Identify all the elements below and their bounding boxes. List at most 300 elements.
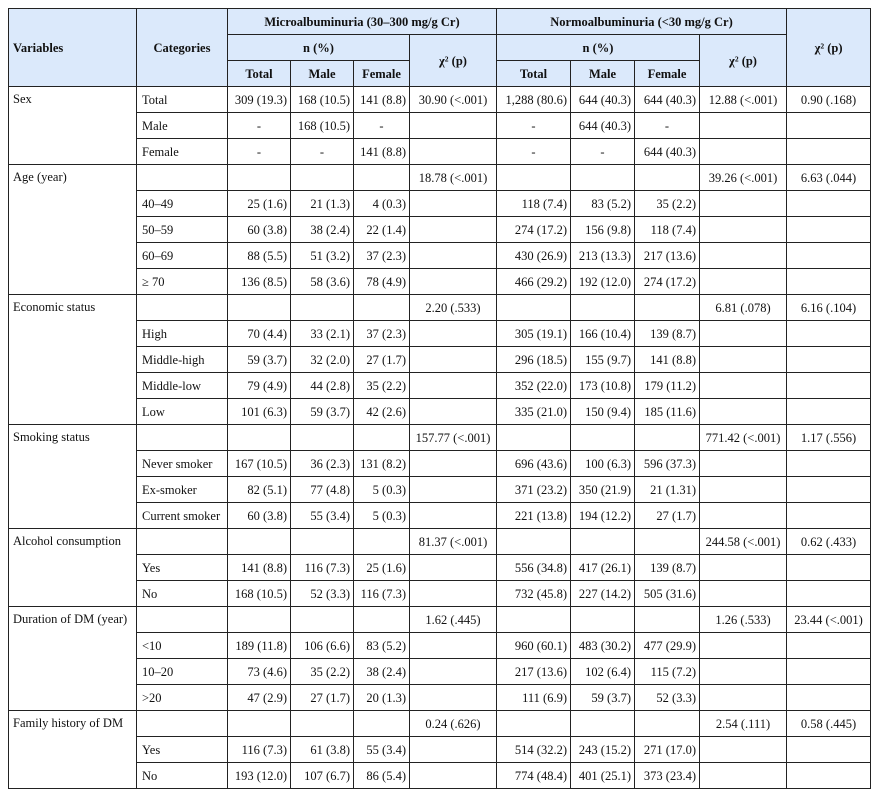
normo-male-cell	[571, 529, 635, 555]
normo-chi-cell	[700, 659, 787, 685]
micro-total-cell: 167 (10.5)	[228, 451, 291, 477]
normo-total-cell: -	[497, 139, 571, 165]
normo-total-cell: 556 (34.8)	[497, 555, 571, 581]
micro-chi-cell	[410, 113, 497, 139]
micro-male-cell: 38 (2.4)	[291, 217, 354, 243]
normo-total-cell: 217 (13.6)	[497, 659, 571, 685]
micro-female-cell: 131 (8.2)	[354, 451, 410, 477]
normo-female-cell: -	[635, 113, 700, 139]
normo-female-cell: 505 (31.6)	[635, 581, 700, 607]
micro-male-cell: 116 (7.3)	[291, 555, 354, 581]
category-cell: Middle-high	[137, 347, 228, 373]
normo-male-cell: 192 (12.0)	[571, 269, 635, 295]
normo-male-cell: 644 (40.3)	[571, 87, 635, 113]
header-micro-chi: χ² (p)	[410, 35, 497, 87]
micro-chi-cell: 18.78 (<.001)	[410, 165, 497, 191]
category-cell: No	[137, 581, 228, 607]
micro-male-cell: 58 (3.6)	[291, 269, 354, 295]
micro-female-cell: 141 (8.8)	[354, 139, 410, 165]
table-row	[9, 165, 871, 191]
micro-chi-cell: 0.24 (.626)	[410, 711, 497, 737]
normo-female-cell: 271 (17.0)	[635, 737, 700, 763]
overall-chi-cell	[787, 633, 871, 659]
micro-total-cell: 88 (5.5)	[228, 243, 291, 269]
normo-female-cell: 35 (2.2)	[635, 191, 700, 217]
overall-chi-cell	[787, 737, 871, 763]
normo-male-cell: 227 (14.2)	[571, 581, 635, 607]
micro-female-cell	[354, 529, 410, 555]
micro-chi-cell	[410, 243, 497, 269]
micro-total-cell	[228, 165, 291, 191]
micro-chi-cell: 2.20 (.533)	[410, 295, 497, 321]
category-cell	[137, 165, 228, 191]
micro-female-cell: 35 (2.2)	[354, 373, 410, 399]
normo-male-cell: 150 (9.4)	[571, 399, 635, 425]
normo-male-cell: 166 (10.4)	[571, 321, 635, 347]
normo-chi-cell	[700, 581, 787, 607]
micro-total-cell: 82 (5.1)	[228, 477, 291, 503]
micro-male-cell: 52 (3.3)	[291, 581, 354, 607]
overall-chi-cell	[787, 555, 871, 581]
category-cell: ≥ 70	[137, 269, 228, 295]
normo-total-cell	[497, 529, 571, 555]
normo-female-cell: 141 (8.8)	[635, 347, 700, 373]
normo-female-cell: 27 (1.7)	[635, 503, 700, 529]
category-cell: 50–59	[137, 217, 228, 243]
category-cell: 40–49	[137, 191, 228, 217]
table-row	[9, 503, 871, 529]
normo-female-cell	[635, 607, 700, 633]
table-row	[9, 113, 871, 139]
normo-female-cell: 373 (23.4)	[635, 763, 700, 789]
normo-male-cell: 644 (40.3)	[571, 113, 635, 139]
micro-total-cell: 73 (4.6)	[228, 659, 291, 685]
normo-female-cell: 644 (40.3)	[635, 87, 700, 113]
micro-total-cell: 70 (4.4)	[228, 321, 291, 347]
data-table	[8, 8, 871, 789]
variable-cell: Duration of DM (year)	[9, 607, 137, 711]
normo-chi-cell	[700, 685, 787, 711]
category-cell: Never smoker	[137, 451, 228, 477]
micro-male-cell: 168 (10.5)	[291, 113, 354, 139]
normo-chi-cell	[700, 139, 787, 165]
overall-chi-cell	[787, 763, 871, 789]
variable-cell: Age (year)	[9, 165, 137, 295]
table-row	[9, 633, 871, 659]
overall-chi-cell	[787, 477, 871, 503]
micro-male-cell: -	[291, 139, 354, 165]
overall-chi-cell	[787, 217, 871, 243]
micro-male-cell: 51 (3.2)	[291, 243, 354, 269]
micro-female-cell: 42 (2.6)	[354, 399, 410, 425]
category-cell: No	[137, 763, 228, 789]
normo-male-cell: 156 (9.8)	[571, 217, 635, 243]
normo-total-cell: 111 (6.9)	[497, 685, 571, 711]
table-row	[9, 347, 871, 373]
overall-chi-cell	[787, 321, 871, 347]
table-row	[9, 477, 871, 503]
normo-total-cell: 371 (23.2)	[497, 477, 571, 503]
normo-total-cell	[497, 607, 571, 633]
overall-chi-cell: 0.62 (.433)	[787, 529, 871, 555]
micro-chi-cell	[410, 373, 497, 399]
normo-male-cell: 100 (6.3)	[571, 451, 635, 477]
micro-female-cell: 86 (5.4)	[354, 763, 410, 789]
normo-chi-cell	[700, 321, 787, 347]
micro-total-cell	[228, 425, 291, 451]
table-row	[9, 737, 871, 763]
micro-male-cell	[291, 165, 354, 191]
micro-male-cell	[291, 529, 354, 555]
micro-female-cell: 37 (2.3)	[354, 243, 410, 269]
micro-male-cell	[291, 711, 354, 737]
normo-female-cell: 139 (8.7)	[635, 321, 700, 347]
micro-female-cell	[354, 425, 410, 451]
normo-male-cell: 483 (30.2)	[571, 633, 635, 659]
micro-chi-cell	[410, 659, 497, 685]
micro-chi-cell: 30.90 (<.001)	[410, 87, 497, 113]
micro-male-cell: 44 (2.8)	[291, 373, 354, 399]
micro-female-cell: 83 (5.2)	[354, 633, 410, 659]
normo-chi-cell	[700, 373, 787, 399]
micro-male-cell: 59 (3.7)	[291, 399, 354, 425]
micro-total-cell: -	[228, 139, 291, 165]
normo-female-cell	[635, 529, 700, 555]
normo-total-cell: 274 (17.2)	[497, 217, 571, 243]
micro-male-cell: 107 (6.7)	[291, 763, 354, 789]
overall-chi-cell: 1.17 (.556)	[787, 425, 871, 451]
normo-chi-cell	[700, 399, 787, 425]
normo-male-cell: 83 (5.2)	[571, 191, 635, 217]
table-row	[9, 659, 871, 685]
normo-male-cell	[571, 711, 635, 737]
category-cell: 10–20	[137, 659, 228, 685]
overall-chi-cell	[787, 685, 871, 711]
normo-male-cell: 59 (3.7)	[571, 685, 635, 711]
normo-total-cell: 305 (19.1)	[497, 321, 571, 347]
micro-chi-cell	[410, 347, 497, 373]
micro-male-cell	[291, 425, 354, 451]
micro-male-cell: 36 (2.3)	[291, 451, 354, 477]
micro-female-cell: -	[354, 113, 410, 139]
normo-female-cell: 644 (40.3)	[635, 139, 700, 165]
micro-total-cell	[228, 607, 291, 633]
normo-female-cell: 52 (3.3)	[635, 685, 700, 711]
micro-chi-cell	[410, 555, 497, 581]
normo-total-cell: 296 (18.5)	[497, 347, 571, 373]
header-normo-n-pct: n (%)	[497, 35, 700, 61]
normo-chi-cell	[700, 243, 787, 269]
micro-male-cell: 106 (6.6)	[291, 633, 354, 659]
normo-chi-cell	[700, 451, 787, 477]
normo-female-cell: 118 (7.4)	[635, 217, 700, 243]
normo-chi-cell	[700, 477, 787, 503]
category-cell	[137, 607, 228, 633]
overall-chi-cell	[787, 659, 871, 685]
normo-male-cell: 243 (15.2)	[571, 737, 635, 763]
normo-chi-cell	[700, 191, 787, 217]
micro-male-cell: 77 (4.8)	[291, 477, 354, 503]
overall-chi-cell	[787, 503, 871, 529]
normo-total-cell: 774 (48.4)	[497, 763, 571, 789]
micro-chi-cell	[410, 321, 497, 347]
table-row	[9, 529, 871, 555]
header-variables: Variables	[9, 9, 137, 87]
overall-chi-cell	[787, 373, 871, 399]
category-cell	[137, 425, 228, 451]
overall-chi-cell	[787, 139, 871, 165]
micro-female-cell: 27 (1.7)	[354, 347, 410, 373]
normo-female-cell	[635, 425, 700, 451]
micro-male-cell	[291, 607, 354, 633]
micro-chi-cell	[410, 191, 497, 217]
normo-female-cell: 21 (1.31)	[635, 477, 700, 503]
micro-chi-cell	[410, 451, 497, 477]
header-normoalbuminuria: Normoalbuminuria (<30 mg/g Cr)	[497, 9, 787, 35]
micro-total-cell: 101 (6.3)	[228, 399, 291, 425]
micro-female-cell: 78 (4.9)	[354, 269, 410, 295]
micro-female-cell: 141 (8.8)	[354, 87, 410, 113]
normo-total-cell: 960 (60.1)	[497, 633, 571, 659]
header-normo-female: Female	[635, 61, 700, 87]
normo-male-cell: 102 (6.4)	[571, 659, 635, 685]
micro-chi-cell	[410, 477, 497, 503]
overall-chi-cell	[787, 581, 871, 607]
micro-total-cell: 59 (3.7)	[228, 347, 291, 373]
variable-cell: Family history of DM	[9, 711, 137, 789]
table-row	[9, 581, 871, 607]
micro-male-cell	[291, 295, 354, 321]
category-cell: Low	[137, 399, 228, 425]
category-cell: Total	[137, 87, 228, 113]
table-body	[9, 87, 871, 789]
category-cell: High	[137, 321, 228, 347]
micro-total-cell: 25 (1.6)	[228, 191, 291, 217]
normo-chi-cell	[700, 503, 787, 529]
normo-chi-cell: 1.26 (.533)	[700, 607, 787, 633]
micro-female-cell	[354, 711, 410, 737]
header-normo-male: Male	[571, 61, 635, 87]
normo-total-cell: 732 (45.8)	[497, 581, 571, 607]
normo-total-cell: 514 (32.2)	[497, 737, 571, 763]
normo-male-cell: 173 (10.8)	[571, 373, 635, 399]
normo-chi-cell: 244.58 (<.001)	[700, 529, 787, 555]
micro-total-cell: 193 (12.0)	[228, 763, 291, 789]
table-row	[9, 295, 871, 321]
micro-female-cell: 22 (1.4)	[354, 217, 410, 243]
overall-chi-cell	[787, 243, 871, 269]
normo-male-cell: 213 (13.3)	[571, 243, 635, 269]
variable-cell: Economic status	[9, 295, 137, 425]
normo-female-cell: 179 (11.2)	[635, 373, 700, 399]
normo-female-cell: 596 (37.3)	[635, 451, 700, 477]
micro-total-cell	[228, 295, 291, 321]
category-cell: Yes	[137, 737, 228, 763]
overall-chi-cell: 23.44 (<.001)	[787, 607, 871, 633]
variable-cell: Smoking status	[9, 425, 137, 529]
header-normo-total: Total	[497, 61, 571, 87]
overall-chi-cell: 0.58 (.445)	[787, 711, 871, 737]
normo-female-cell: 185 (11.6)	[635, 399, 700, 425]
overall-chi-cell: 0.90 (.168)	[787, 87, 871, 113]
overall-chi-cell	[787, 191, 871, 217]
micro-total-cell	[228, 711, 291, 737]
micro-chi-cell: 157.77 (<.001)	[410, 425, 497, 451]
normo-chi-cell	[700, 269, 787, 295]
header-microalbuminuria: Microalbuminuria (30–300 mg/g Cr)	[228, 9, 497, 35]
category-cell: >20	[137, 685, 228, 711]
micro-total-cell	[228, 529, 291, 555]
normo-total-cell: 1,288 (80.6)	[497, 87, 571, 113]
micro-female-cell: 37 (2.3)	[354, 321, 410, 347]
normo-chi-cell	[700, 217, 787, 243]
micro-male-cell: 33 (2.1)	[291, 321, 354, 347]
normo-chi-cell: 39.26 (<.001)	[700, 165, 787, 191]
normo-chi-cell	[700, 555, 787, 581]
micro-female-cell: 20 (1.3)	[354, 685, 410, 711]
table-row	[9, 607, 871, 633]
category-cell	[137, 295, 228, 321]
normo-female-cell: 115 (7.2)	[635, 659, 700, 685]
normo-total-cell: -	[497, 113, 571, 139]
micro-chi-cell	[410, 269, 497, 295]
micro-total-cell: 168 (10.5)	[228, 581, 291, 607]
micro-chi-cell	[410, 685, 497, 711]
table-row	[9, 217, 871, 243]
micro-total-cell: 116 (7.3)	[228, 737, 291, 763]
micro-male-cell: 32 (2.0)	[291, 347, 354, 373]
header-chi-overall: χ² (p)	[787, 9, 871, 87]
normo-male-cell	[571, 425, 635, 451]
table-container	[8, 8, 871, 789]
header-micro-female: Female	[354, 61, 410, 87]
normo-male-cell	[571, 295, 635, 321]
table-row	[9, 711, 871, 737]
table-row	[9, 269, 871, 295]
normo-total-cell: 118 (7.4)	[497, 191, 571, 217]
normo-female-cell: 139 (8.7)	[635, 555, 700, 581]
category-cell: Yes	[137, 555, 228, 581]
micro-total-cell: 60 (3.8)	[228, 503, 291, 529]
normo-chi-cell	[700, 347, 787, 373]
normo-male-cell: 401 (25.1)	[571, 763, 635, 789]
table-row	[9, 425, 871, 451]
micro-chi-cell	[410, 737, 497, 763]
table-row	[9, 191, 871, 217]
overall-chi-cell: 6.16 (.104)	[787, 295, 871, 321]
normo-female-cell: 274 (17.2)	[635, 269, 700, 295]
table-row	[9, 555, 871, 581]
normo-male-cell	[571, 165, 635, 191]
micro-chi-cell	[410, 581, 497, 607]
overall-chi-cell	[787, 347, 871, 373]
normo-total-cell: 352 (22.0)	[497, 373, 571, 399]
normo-total-cell: 335 (21.0)	[497, 399, 571, 425]
normo-male-cell	[571, 607, 635, 633]
micro-female-cell: 38 (2.4)	[354, 659, 410, 685]
micro-total-cell: 79 (4.9)	[228, 373, 291, 399]
normo-male-cell: -	[571, 139, 635, 165]
normo-total-cell	[497, 295, 571, 321]
normo-female-cell	[635, 711, 700, 737]
overall-chi-cell	[787, 399, 871, 425]
normo-chi-cell	[700, 633, 787, 659]
micro-chi-cell: 1.62 (.445)	[410, 607, 497, 633]
header-categories: Categories	[137, 9, 228, 87]
micro-total-cell: 60 (3.8)	[228, 217, 291, 243]
micro-chi-cell	[410, 217, 497, 243]
table-row	[9, 139, 871, 165]
header-micro-n-pct: n (%)	[228, 35, 410, 61]
category-cell: Ex-smoker	[137, 477, 228, 503]
overall-chi-cell	[787, 269, 871, 295]
header-micro-total: Total	[228, 61, 291, 87]
micro-male-cell: 55 (3.4)	[291, 503, 354, 529]
table-row	[9, 763, 871, 789]
micro-female-cell	[354, 165, 410, 191]
micro-total-cell: 141 (8.8)	[228, 555, 291, 581]
table-row	[9, 399, 871, 425]
category-cell: Middle-low	[137, 373, 228, 399]
micro-chi-cell	[410, 633, 497, 659]
micro-male-cell: 61 (3.8)	[291, 737, 354, 763]
micro-male-cell: 35 (2.2)	[291, 659, 354, 685]
overall-chi-cell	[787, 451, 871, 477]
micro-total-cell: 189 (11.8)	[228, 633, 291, 659]
normo-chi-cell	[700, 737, 787, 763]
micro-male-cell: 27 (1.7)	[291, 685, 354, 711]
normo-chi-cell	[700, 763, 787, 789]
category-cell: 60–69	[137, 243, 228, 269]
micro-chi-cell	[410, 399, 497, 425]
table-row	[9, 451, 871, 477]
category-cell	[137, 711, 228, 737]
normo-total-cell: 466 (29.2)	[497, 269, 571, 295]
normo-total-cell: 430 (26.9)	[497, 243, 571, 269]
normo-chi-cell: 6.81 (.078)	[700, 295, 787, 321]
normo-female-cell: 217 (13.6)	[635, 243, 700, 269]
micro-female-cell: 5 (0.3)	[354, 503, 410, 529]
micro-female-cell	[354, 295, 410, 321]
normo-total-cell	[497, 165, 571, 191]
normo-female-cell	[635, 165, 700, 191]
table-row	[9, 321, 871, 347]
normo-chi-cell: 771.42 (<.001)	[700, 425, 787, 451]
micro-female-cell: 5 (0.3)	[354, 477, 410, 503]
normo-male-cell: 194 (12.2)	[571, 503, 635, 529]
micro-female-cell: 25 (1.6)	[354, 555, 410, 581]
normo-chi-cell: 12.88 (<.001)	[700, 87, 787, 113]
micro-total-cell: 309 (19.3)	[228, 87, 291, 113]
micro-total-cell: 47 (2.9)	[228, 685, 291, 711]
micro-chi-cell	[410, 139, 497, 165]
category-cell: Male	[137, 113, 228, 139]
micro-female-cell	[354, 607, 410, 633]
table-row	[9, 243, 871, 269]
micro-chi-cell: 81.37 (<.001)	[410, 529, 497, 555]
overall-chi-cell	[787, 113, 871, 139]
normo-chi-cell	[700, 113, 787, 139]
category-cell: <10	[137, 633, 228, 659]
overall-chi-cell: 6.63 (.044)	[787, 165, 871, 191]
header-micro-male: Male	[291, 61, 354, 87]
normo-male-cell: 417 (26.1)	[571, 555, 635, 581]
category-cell: Female	[137, 139, 228, 165]
micro-total-cell: 136 (8.5)	[228, 269, 291, 295]
variable-cell: Alcohol consumption	[9, 529, 137, 607]
normo-total-cell	[497, 425, 571, 451]
variable-cell: Sex	[9, 87, 137, 165]
